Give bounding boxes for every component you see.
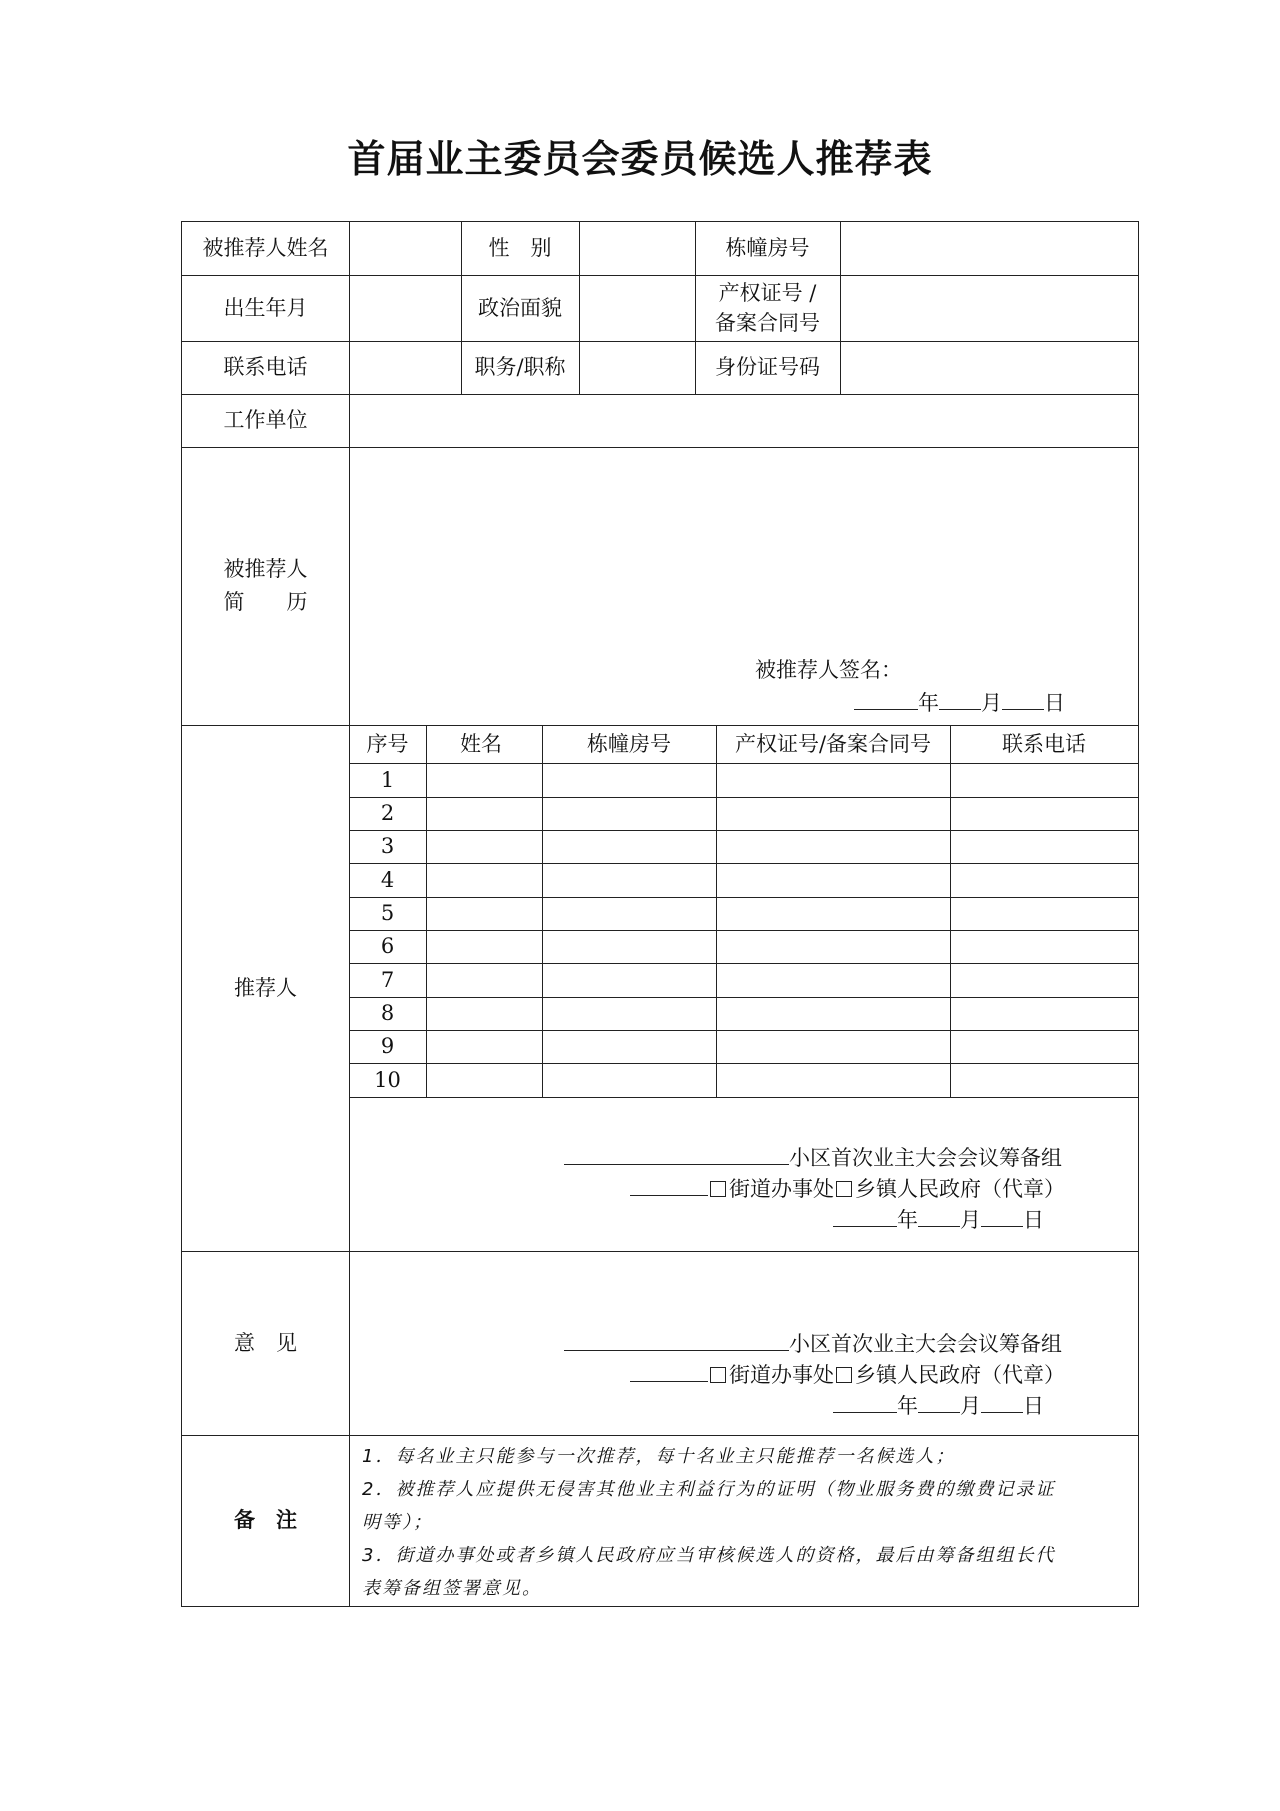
street-office-checkbox[interactable] — [710, 1367, 726, 1383]
street-office-checkbox[interactable] — [710, 1181, 726, 1197]
township-checkbox[interactable] — [836, 1181, 852, 1197]
table-row-index: 6 — [380, 934, 395, 959]
month-label: 月 — [960, 1394, 981, 1418]
phone-label: 联系电话 — [223, 355, 308, 380]
day-label: 日 — [1044, 691, 1065, 715]
day-label: 日 — [1023, 1394, 1044, 1418]
building-label: 栋幢房号 — [725, 236, 810, 261]
table-row-index: 1 — [380, 767, 395, 792]
remarks-notes — [362, 1440, 1055, 1605]
table-row-index: 7 — [380, 967, 395, 992]
position-field[interactable] — [579, 341, 695, 394]
table-header-building: 栋幢房号 — [587, 731, 671, 756]
resume-label — [182, 447, 349, 725]
table-row-index: 2 — [380, 801, 395, 826]
table-row-index: 10 — [374, 1067, 401, 1092]
year-label: 年 — [897, 1394, 918, 1418]
position-label: 职务/职称 — [474, 355, 566, 380]
recommendation-form — [181, 221, 1139, 1607]
table-row-index: 3 — [380, 834, 395, 859]
birth-label: 出生年月 — [223, 295, 308, 320]
gender-label: 性 别 — [488, 236, 552, 261]
street-office-label: 街道办事处 — [729, 1363, 834, 1387]
opinion-label: 意 见 — [234, 1330, 297, 1355]
name-label: 被推荐人姓名 — [202, 236, 329, 261]
org-line-label: 小区首次业主大会会议筹备组 — [789, 1332, 1062, 1356]
birth-field[interactable] — [349, 275, 461, 341]
month-label: 月 — [981, 691, 1002, 715]
resume-label-line-2: 简 历 — [223, 590, 308, 614]
workplace-label: 工作单位 — [223, 408, 308, 433]
remark-3a: 3．街道办事处或者乡镇人民政府应当审核候选人的资格，最后由筹备组组长代 — [362, 1545, 1056, 1566]
org-line-label: 小区首次业主大会会议筹备组 — [789, 1146, 1062, 1170]
township-label: 乡镇人民政府（代章） — [855, 1177, 1065, 1201]
township-label: 乡镇人民政府（代章） — [855, 1363, 1065, 1387]
resume-label-line-1: 被推荐人 — [223, 557, 308, 582]
month-label: 月 — [960, 1208, 981, 1232]
table-row-index: 9 — [380, 1034, 395, 1059]
workplace-field[interactable] — [349, 394, 1138, 447]
street-office-label: 街道办事处 — [729, 1177, 834, 1201]
gender-field[interactable] — [579, 222, 695, 275]
township-checkbox[interactable] — [836, 1367, 852, 1383]
building-field[interactable] — [840, 222, 1138, 275]
table-row-index: 8 — [380, 1001, 395, 1026]
table-row-index: 4 — [380, 867, 395, 892]
recommenders-date — [833, 1204, 1044, 1234]
table-header-index: 序号 — [366, 731, 409, 756]
year-label: 年 — [897, 1208, 918, 1232]
id-label: 身份证号码 — [715, 355, 820, 380]
org-signature-line — [564, 1328, 1062, 1358]
property-label-line-2: 备案合同号 — [715, 311, 820, 335]
table-header-name: 姓名 — [460, 731, 502, 756]
remark-2a: 2．被推荐人应提供无侵害其他业主利益行为的证明（物业服务费的缴费记录证 — [362, 1479, 1056, 1500]
table-header-phone: 联系电话 — [1002, 731, 1086, 756]
stamp-line — [630, 1173, 1065, 1203]
signature-label: 被推荐人签名： — [755, 658, 902, 682]
resume-date — [854, 687, 1065, 717]
opinion-date — [833, 1390, 1044, 1420]
id-field[interactable] — [840, 341, 1138, 394]
property-label — [695, 275, 840, 341]
political-field[interactable] — [579, 275, 695, 341]
property-field[interactable] — [840, 275, 1138, 341]
remark-1: 1．每名业主只能参与一次推荐，每十名业主只能推荐一名候选人； — [362, 1446, 956, 1467]
table-header-property: 产权证号/备案合同号 — [734, 731, 932, 756]
page-title: 首届业主委员会委员候选人推荐表 — [347, 136, 933, 181]
day-label: 日 — [1023, 1208, 1044, 1232]
name-field[interactable] — [349, 222, 461, 275]
political-label: 政治面貌 — [478, 295, 562, 320]
year-label: 年 — [918, 691, 939, 715]
phone-field[interactable] — [349, 341, 461, 394]
table-row-index: 5 — [380, 901, 395, 926]
remarks-label: 备 注 — [234, 1507, 297, 1533]
resume-field[interactable] — [349, 447, 1138, 725]
recommenders-label: 推荐人 — [234, 975, 297, 1000]
stamp-line — [630, 1359, 1065, 1389]
remark-3b: 表筹备组签署意见。 — [362, 1578, 542, 1599]
property-label-line-1: 产权证号 / — [718, 280, 817, 305]
org-signature-line — [564, 1142, 1062, 1172]
remark-2b: 明等）； — [362, 1512, 433, 1533]
